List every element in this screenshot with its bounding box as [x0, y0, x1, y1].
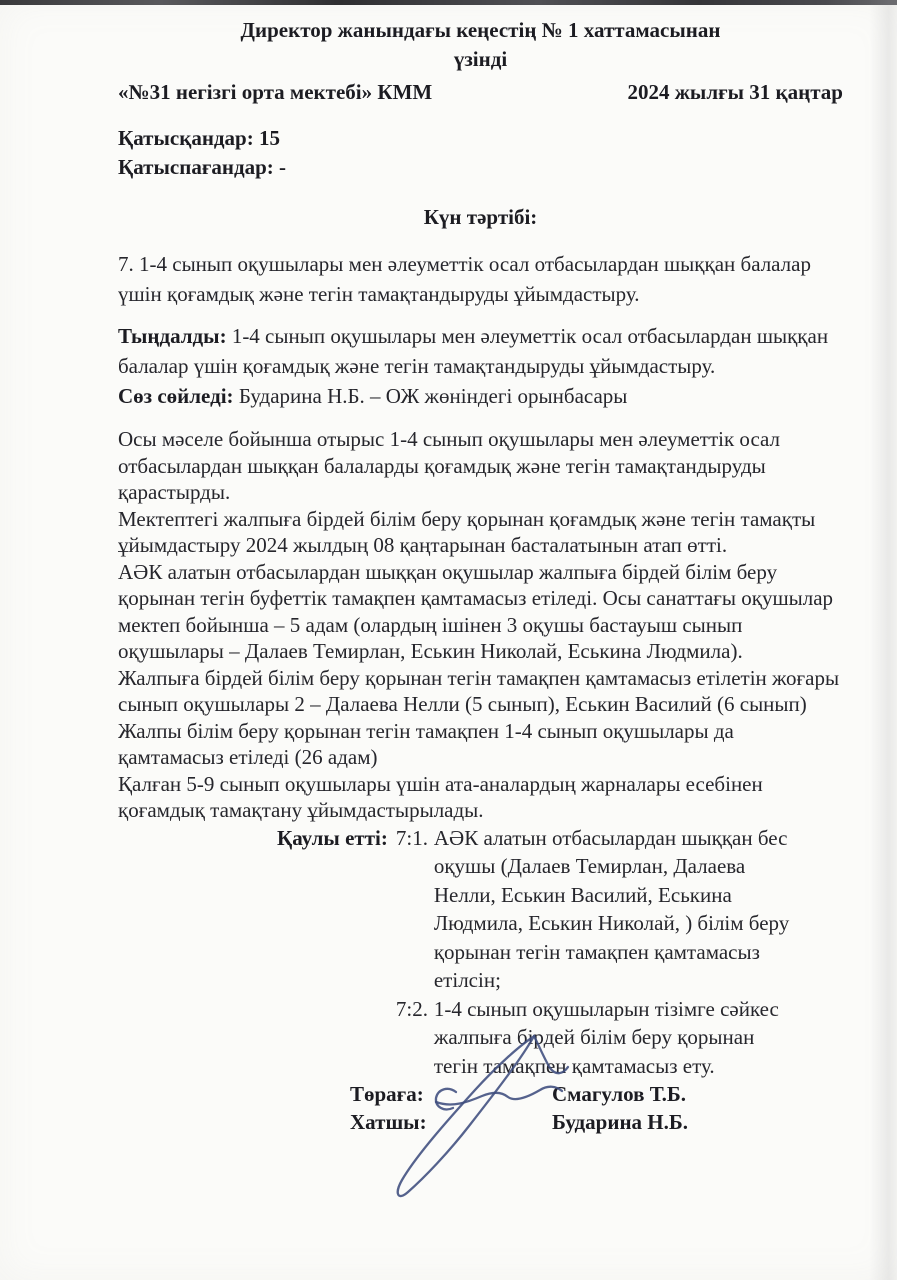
speaker-paragraph — [118, 381, 843, 411]
body-block — [118, 426, 843, 824]
resolution-item — [396, 995, 790, 1081]
signature-row — [350, 1080, 843, 1108]
resolution-label: Қаулы етті: — [277, 825, 388, 850]
signature-role: Төраға: — [350, 1082, 424, 1106]
body-paragraph: Жалпы білім беру қорынан тегін тамақпен 1-4 сынып оқушылары да қамтамасыз етіледі (26 адам) — [118, 718, 734, 769]
resolution-items — [396, 824, 790, 1081]
signature-role: Хатшы: — [350, 1110, 427, 1134]
signatures-block — [350, 1080, 843, 1136]
resolution-block — [118, 824, 843, 1081]
doc-title-line1: Директор жанындағы кеңестің № 1 хаттамасынан — [240, 18, 721, 42]
attendance-block — [118, 124, 843, 182]
heard-text: 1-4 сынып оқушылары мен әлеуметтік осал отбасылардан шыққан балалар үшін қоғамдық және тегін тамақтандыруды ұйымдастыру. — [118, 324, 829, 378]
agenda-heading: Күн тәртібі: — [423, 205, 538, 229]
org-name: «№31 негізгі орта мектебі» КММ — [118, 80, 433, 104]
signature-name: Смагулов Т.Б. — [552, 1082, 686, 1106]
heard-label: Тыңдалды: — [118, 324, 227, 348]
attended-count: Қатысқандар: 15 — [118, 126, 280, 150]
body-paragraph: АӘК алатын отбасылардан шыққан оқушылар жалпыға бірдей білім беру қорынан тегін буфеттік тамақпен қамтамасыз етіледі. Осы санаттағы оқушылар мектеп бойынша – 5 адам (олардың ішінен 3 оқушы бастауыш сынып оқушылары – Далаев Темирлан, Еськин Николай, Еськина Людмила). — [118, 559, 834, 663]
org-date-row — [118, 78, 843, 107]
doc-date: 2024 жылғы 31 қаңтар — [627, 80, 843, 104]
speaker-text: Бударина Н.Б. – ОЖ жөніндегі орынбасары — [233, 384, 628, 408]
heard-paragraph — [118, 321, 843, 381]
signature-name: Бударина Н.Б. — [552, 1110, 689, 1134]
resolution-text: 1-4 сынып оқушыларын тізімге сәйкес жалпыға бірдей білім беру қорынан тегін тамақпен қамтамасыз ету. — [433, 996, 779, 1078]
heard-block — [118, 321, 843, 411]
body-paragraph: Осы мәселе бойынша отырыс 1-4 сынып оқушылары мен әлеуметтік осал отбасылардан шыққан балаларды қоғамдық және тегін тамақтандыруды қарастырды. — [118, 427, 781, 504]
doc-title-line2: үзінді — [453, 47, 508, 71]
body-paragraph: Мектептегі жалпыға бірдей білім беру қорынан қоғамдық және тегін тамақты ұйымдастыру 2024 жылдың 08 қаңтарынан басталатынын атап өтті. — [118, 506, 816, 557]
speaker-label: Сөз сөйледі: — [118, 384, 234, 408]
signature-row — [350, 1108, 843, 1136]
absent-count: Қатыспағандар: - — [118, 155, 286, 179]
resolution-number: 7:2. — [395, 996, 428, 1021]
resolution-item — [396, 824, 790, 995]
resolution-number: 7:1. — [395, 825, 428, 850]
body-paragraph: Жалпыға бірдей білім беру қорынан тегін тамақпен қамтамасыз етілетін жоғары сынып оқушылары 2 – Далаева Нелли (5 сынып), Еськин Василий (6 сынып) — [118, 665, 840, 716]
body-paragraph: Қалған 5-9 сынып оқушылары үшін ата-аналардың жарналары есебінен қоғамдық тамақтану ұйымдастырылады. — [118, 771, 763, 822]
agenda-item: 7. 1-4 сынып оқушылары мен әлеуметтік осал отбасылардан шыққан балалар үшін қоғамдық және тегін тамақтандыруды ұйымдастыру. — [118, 252, 811, 306]
resolution-text: АӘК алатын отбасылардан шыққан бес оқушы (Далаев Темирлан, Далаева Нелли, Еськин Василий, Еськина Людмила, Еськин Николай, ) білім беру қорынан тегін тамақпен қамтамасыз етілсін; — [433, 825, 790, 992]
